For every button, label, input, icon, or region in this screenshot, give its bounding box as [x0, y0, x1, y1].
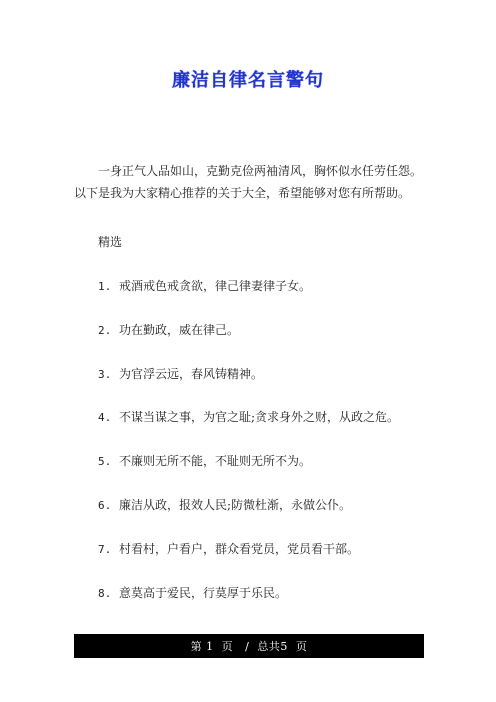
item-number: 8.	[98, 586, 112, 600]
intro-paragraph: 一身正气人品如山，克勤克俭两袖清风，胸怀似水任劳任怨。以下是我为大家精心推荐的关于大全，希望能够对您有所帮助。	[74, 164, 423, 200]
list-item	[98, 585, 399, 601]
list-item	[98, 541, 399, 557]
item-text: 不廉则无所不能，不耻则无所不为。	[119, 454, 312, 469]
item-text: 戒酒戒色戒贪欲，律己律妻律子女。	[119, 279, 312, 293]
item-number: 7.	[98, 542, 112, 556]
page-indicator: 第 1 页 / 总共5 页	[190, 640, 308, 653]
list-item	[98, 322, 399, 338]
list-item	[98, 409, 399, 425]
item-number: 4.	[98, 411, 112, 425]
item-text: 廉洁从政，报效人民;防微杜渐，永做公仆。	[119, 497, 352, 512]
item-text: 功在勤政，威在律己。	[119, 322, 240, 337]
page-footer	[74, 634, 424, 658]
list-item	[98, 278, 399, 294]
item-text: 不谋当谋之事，为官之耻;贪求身外之财，从政之危。	[119, 410, 400, 425]
document-title: 廉洁自律名言警句	[172, 70, 324, 91]
item-text: 为官浮云远，春风铸精神。	[119, 366, 264, 381]
list-item	[98, 497, 399, 513]
item-number: 5.	[98, 455, 112, 469]
item-number: 3.	[98, 367, 112, 381]
quote-list	[98, 278, 399, 628]
item-text: 村看村，户看户，群众看党员，党员看干部。	[119, 541, 360, 556]
section-label: 精选	[98, 235, 123, 249]
list-item	[98, 453, 399, 469]
item-number: 6.	[98, 498, 112, 512]
item-number: 2.	[98, 323, 112, 337]
list-item	[98, 366, 399, 382]
item-number: 1.	[98, 280, 112, 293]
item-text: 意莫高于爱民，行莫厚于乐民。	[119, 585, 288, 600]
